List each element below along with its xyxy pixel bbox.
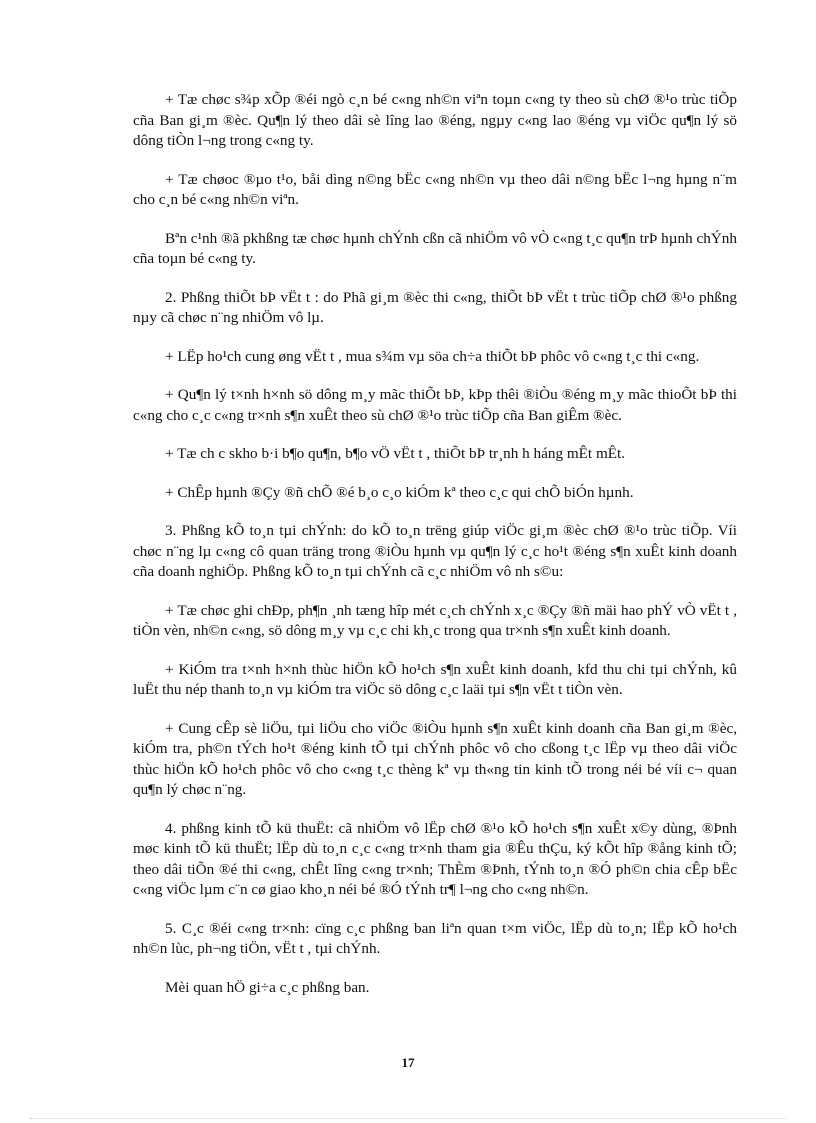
paragraph: 2. Phßng thiÕt bÞ vËt t : do Phã gi¸m ®èc thi c«ng, thiÕt bÞ vËt t trùc tiÕp chØ ®¹o phßng nµy cã chøc n¨ng nhiÖm vô lµ.: [133, 288, 737, 326]
paragraph: Mèi quan hÖ gi÷a c¸c phßng ban.: [165, 978, 370, 996]
page-edge-divider: [30, 1118, 786, 1119]
paragraph: 5. C¸c ®éi c«ng tr×nh: cïng c¸c phßng ban liªn quan t×m viÖc, lËp dù to¸n; lËp kÕ ho¹ch nh©n lùc, ph¬ng tiÖn, vËt t , tµi chÝnh.: [133, 919, 737, 957]
paragraph: + KiÓm tra t×nh h×nh thùc hiÖn kÕ ho¹ch s¶n xuÊt kinh doanh, kfd thu chi tµi chÝnh, kû luËt thu nép thanh to¸n vµ kiÓm tra viÖc sö dông c¸c laäi tµi s¶n vËt t tiÒn vèn.: [133, 660, 737, 698]
paragraph: + Tæ chøc s¾p xÕp ®éi ngò c¸n bé c«ng nh©n viªn toµn c«ng ty theo sù chØ ®¹o trùc tiÕp cña Ban gi¸m ®èc. Qu¶n lý theo dâi sè lîng lao ®éng, ngµy c«ng lao ®éng vµ viÖc qu¶n lý sö dông tiÒn l¬ng trong c«ng ty.: [133, 91, 737, 149]
paragraph: + Tæ chøc ghi chÐp, ph¶n ¸nh tæng hîp mét c¸ch chÝnh x¸c ®Çy ®ñ mäi hao phÝ vÒ vËt t , tiÒn vèn, nh©n c«ng, sö dông m¸y vµ c¸c chi kh¸c trong qua tr×nh s¶n xuÊt kinh doanh.: [133, 601, 737, 639]
paragraph: + Qu¶n lý t×nh h×nh sö dông m¸y mãc thiÕt bÞ, kÞp thêi ®iÒu ®éng m¸y mãc thioÕt bÞ thi c«ng cho c¸c c«ng tr×nh s¶n xuÊt theo sù chØ ®¹o trùc tiÕp cña Ban giÊm ®èc.: [133, 386, 737, 424]
paragraph: + ChÊp hµnh ®Çy ®ñ chÕ ®é b¸o c¸o kiÓm kª theo c¸c qui chÕ biÓn hµnh.: [165, 483, 634, 501]
paragraph: + LËp ho¹ch cung øng vËt t , mua s¾m vµ söa ch÷a thiÕt bÞ phôc vô c«ng t¸c thi c«ng.: [165, 347, 700, 365]
page-body: [133, 90, 737, 1016]
paragraph: 3. Phßng kÕ to¸n tµi chÝnh: do kÕ to¸n trëng giúp viÖc gi¸m ®èc chØ ®¹o trùc tiÕp. Víi chøc n¨ng lµ c«ng cô quan träng trong ®iÒu hµnh vµ qu¶n lý c¸c ho¹t ®éng s¶n xuÊt kinh doanh cña doanh nghiÖp. Phßng kÕ to¸n tµi chÝnh cã c¸c nhiÖm vô nh s©u:: [133, 522, 737, 580]
paragraph: + Tæ ch c skho b·i b¶o qu¶n, b¶o vÖ vËt t , thiÕt bÞ tr¸nh h háng mÊt mÊt.: [165, 445, 626, 462]
page-number: 17: [401, 1055, 415, 1070]
paragraph: + Tæ chøoc ®µo t¹o, båi dìng n©ng bËc c«ng nh©n vµ theo dâi n©ng bËc l¬ng hµng n¨m cho c¸n bé c«ng nh©n viªn.: [133, 170, 737, 208]
paragraph: + Cung cÊp sè liÖu, tµi liÖu cho viÖc ®iÒu hµnh s¶n xuÊt kinh doanh cña Ban gi¸m ®èc, kiÓm tra, ph©n tÝch ho¹t ®éng kinh tÕ tµi chÝnh phôc vô cho cßong t¸c lËp vµ theo dâi viÖc thùc hiÖn kÕ ho¹ch phôc vô cho c«ng t¸c thèng kª vµ th«ng tin kinh tÕ trong néi bé víi c¬ quan qu¶n lý chøc n¨ng.: [133, 719, 737, 798]
paragraph: 4. phßng kinh tÕ kü thuËt: cã nhiÖm vô lËp chØ ®¹o kÕ ho¹ch s¶n xuÊt x©y dùng, ®Þnh møc kinh tÕ kü thuËt; lËp dù to¸n c¸c c«ng tr×nh tham gia ®Êu thÇu, ký kÕt hîp ®ång kinh tÕ; theo dâi tiÕn ®é thi c«ng, chÊt lîng c«ng tr×nh; ThÈm ®Þnh, tÝnh to¸n ®Ó ph©n chia cÊp bËc c«ng viÖc lµm c¨n cø giao kho¸n néi bé ®Ó tÝnh tr¶ l¬ng cho c«ng nh©n.: [133, 819, 737, 898]
paragraph: Bªn c¹nh ®ã pkhßng tæ chøc hµnh chÝnh cßn cã nhiÖm vô vÒ c«ng t¸c qu¶n trÞ hµnh chÝnh cña toµn bé c«ng ty.: [133, 229, 737, 267]
